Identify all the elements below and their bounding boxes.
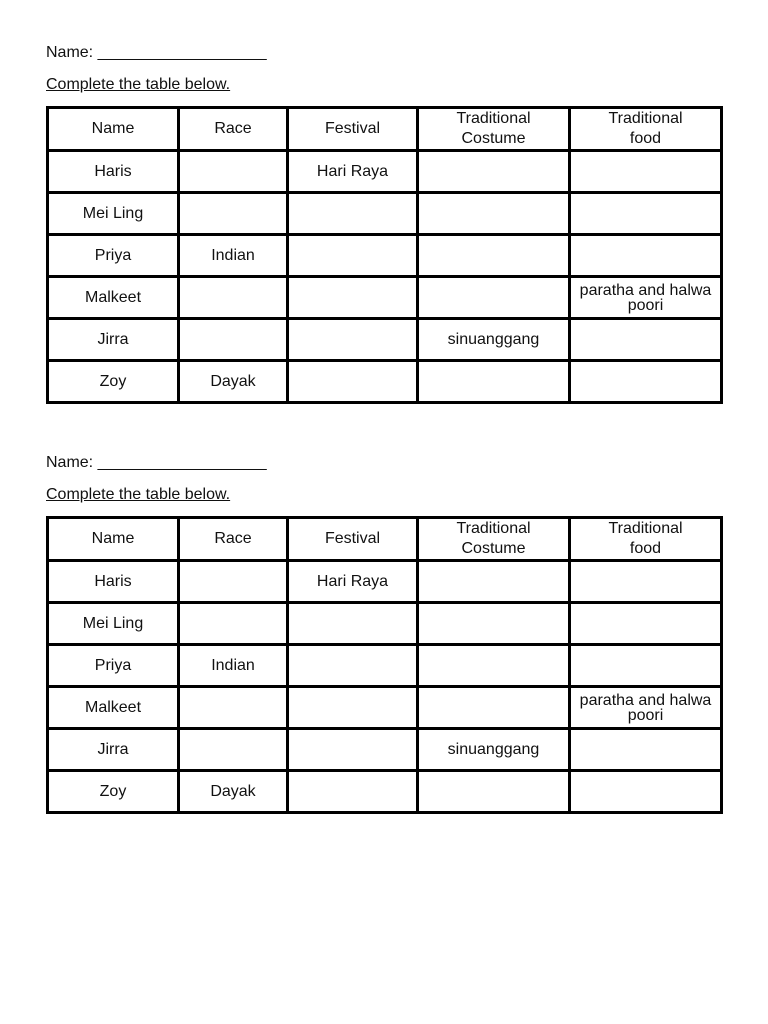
- table-cell: Dayak: [179, 361, 288, 403]
- answer-cell[interactable]: [288, 193, 418, 235]
- table-row: [48, 603, 722, 645]
- header-row: [48, 518, 722, 561]
- answer-cell[interactable]: [418, 561, 570, 603]
- table-row: [48, 361, 722, 403]
- answer-cell[interactable]: [288, 277, 418, 319]
- answer-cell[interactable]: [418, 603, 570, 645]
- table-cell: Jirra: [48, 729, 179, 771]
- answer-cell[interactable]: [570, 193, 722, 235]
- answer-cell[interactable]: [179, 687, 288, 729]
- answer-cell[interactable]: [570, 729, 722, 771]
- answer-cell[interactable]: [418, 235, 570, 277]
- answer-cell[interactable]: [418, 193, 570, 235]
- table-cell: Indian: [179, 645, 288, 687]
- answer-cell[interactable]: [570, 645, 722, 687]
- table-cell: Mei Ling: [48, 603, 179, 645]
- answer-cell[interactable]: [418, 645, 570, 687]
- answer-cell[interactable]: [179, 729, 288, 771]
- column-header: Name: [48, 108, 179, 151]
- answer-cell[interactable]: [288, 771, 418, 813]
- header-row: [48, 108, 722, 151]
- table-row: [48, 193, 722, 235]
- table-cell: Haris: [48, 151, 179, 193]
- worksheet-2: [46, 452, 722, 814]
- table-cell: sinuanggang: [418, 729, 570, 771]
- column-header: Traditional Costume: [418, 518, 570, 561]
- answer-cell[interactable]: [570, 603, 722, 645]
- instruction-text: Complete the table below.: [46, 76, 231, 93]
- answer-cell[interactable]: [179, 561, 288, 603]
- table-cell: Malkeet: [48, 277, 179, 319]
- answer-cell[interactable]: [179, 603, 288, 645]
- table-row: [48, 561, 722, 603]
- column-header: Race: [179, 108, 288, 151]
- answer-cell[interactable]: [418, 771, 570, 813]
- answer-cell[interactable]: [288, 235, 418, 277]
- table-cell: Mei Ling: [48, 193, 179, 235]
- table-row: [48, 319, 722, 361]
- column-header: Festival: [288, 108, 418, 151]
- answer-cell[interactable]: [570, 771, 722, 813]
- table-row: [48, 771, 722, 813]
- column-header: Traditional Costume: [418, 108, 570, 151]
- table-cell: paratha and halwa poori: [570, 687, 722, 729]
- table-row: [48, 645, 722, 687]
- column-header: Traditional food: [570, 518, 722, 561]
- answer-cell[interactable]: [179, 319, 288, 361]
- answer-cell[interactable]: [288, 687, 418, 729]
- column-header: Traditional food: [570, 108, 722, 151]
- name-field-label: Name: ___________________: [46, 44, 267, 61]
- table-row: [48, 151, 722, 193]
- answer-cell[interactable]: [418, 361, 570, 403]
- worksheet-1: [46, 42, 722, 404]
- table-cell: Zoy: [48, 771, 179, 813]
- table-cell: Indian: [179, 235, 288, 277]
- table-cell: Haris: [48, 561, 179, 603]
- answer-cell[interactable]: [179, 151, 288, 193]
- answer-cell[interactable]: [288, 603, 418, 645]
- answer-cell[interactable]: [570, 361, 722, 403]
- answer-cell[interactable]: [288, 319, 418, 361]
- column-header: Name: [48, 518, 179, 561]
- table-row: [48, 277, 722, 319]
- name-field-label: Name: ___________________: [46, 454, 267, 471]
- table-cell: Dayak: [179, 771, 288, 813]
- table-cell: Priya: [48, 645, 179, 687]
- answer-cell[interactable]: [288, 361, 418, 403]
- table-row: [48, 235, 722, 277]
- column-header: Race: [179, 518, 288, 561]
- answer-cell[interactable]: [570, 561, 722, 603]
- festival-table: [46, 106, 723, 404]
- instruction-text: Complete the table below.: [46, 486, 231, 503]
- table-row: [48, 729, 722, 771]
- answer-cell[interactable]: [288, 645, 418, 687]
- table-cell: Jirra: [48, 319, 179, 361]
- table-cell: Hari Raya: [288, 151, 418, 193]
- festival-table: [46, 516, 723, 814]
- answer-cell[interactable]: [570, 235, 722, 277]
- table-cell: sinuanggang: [418, 319, 570, 361]
- answer-cell[interactable]: [418, 277, 570, 319]
- answer-cell[interactable]: [418, 687, 570, 729]
- table-cell: Zoy: [48, 361, 179, 403]
- table-cell: Hari Raya: [288, 561, 418, 603]
- table-cell: Priya: [48, 235, 179, 277]
- answer-cell[interactable]: [418, 151, 570, 193]
- answer-cell[interactable]: [570, 151, 722, 193]
- column-header: Festival: [288, 518, 418, 561]
- table-cell: Malkeet: [48, 687, 179, 729]
- answer-cell[interactable]: [570, 319, 722, 361]
- table-row: [48, 687, 722, 729]
- answer-cell[interactable]: [179, 277, 288, 319]
- answer-cell[interactable]: [179, 193, 288, 235]
- table-cell: paratha and halwa poori: [570, 277, 722, 319]
- answer-cell[interactable]: [288, 729, 418, 771]
